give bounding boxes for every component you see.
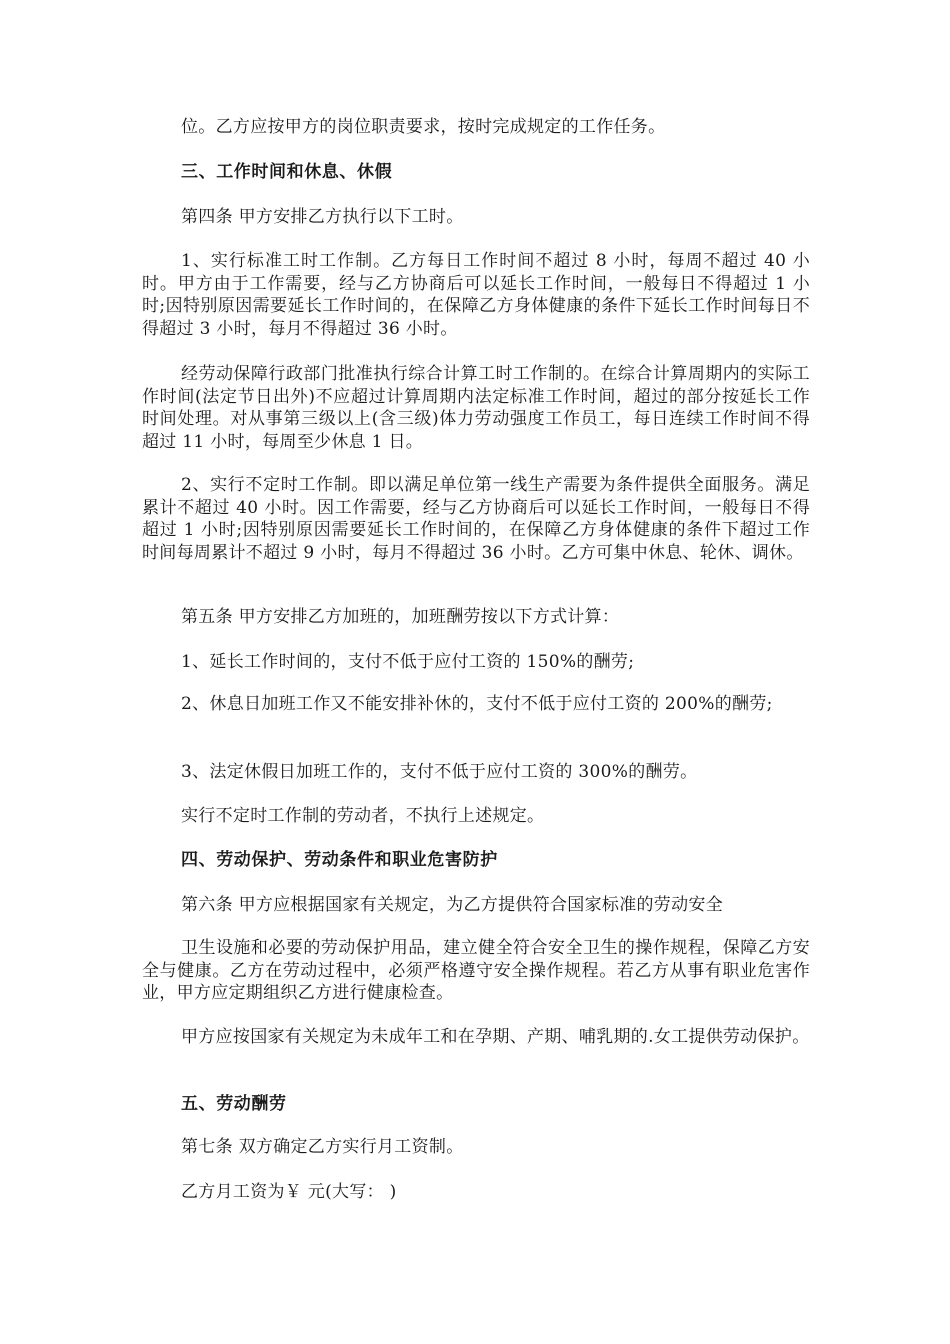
- paragraph-exemption: 实行不定时工作制的劳动者，不执行上述规定。: [181, 806, 545, 826]
- section-heading-labor-protection: 四、劳动保护、劳动条件和职业危害防护: [181, 850, 498, 870]
- paragraph-comprehensive-hours: 经劳动保障行政部门批准执行综合计算工时工作制的。在综合计算周期内的实际工作时间(法定节日出外)不应超过计算周期内法定标准工作时间，超过的部分按延长工作时间处理。对从事第三级以上(含三级)体力劳动强度工作员工，每日连续工作时间不得超过 11 小时，每周至少休息 1 日。: [142, 364, 810, 452]
- overtime-item-1: 1、延长工作时间的，支付不低于应付工资的 150%的酬劳;: [181, 652, 635, 672]
- overtime-item-2: 2、休息日加班工作又不能安排补休的，支付不低于应付工资的 200%的酬劳;: [181, 694, 773, 714]
- article-5-title: 第五条 甲方安排乙方加班的，加班酬劳按以下方式计算：: [181, 607, 620, 627]
- paragraph-standard-hours: 1、实行标准工时工作制。乙方每日工作时间不超过 8 小时，每周不超过 40 小时。甲方由于工作需要，经与乙方协商后可以延长工作时间，一般每日不得超过 1 小时;因特别原因需要延长工作时间的，在保障乙方身体健康的条件下延长工作时间每日不得超过 3 小时，每月不得超过 36 小时。: [142, 251, 810, 339]
- article-4-title: 第四条 甲方安排乙方执行以下工时。: [181, 207, 464, 227]
- section-heading-remuneration: 五、劳动酬劳: [181, 1094, 287, 1114]
- overtime-item-3: 3、法定休假日加班工作的，支付不低于应付工资的 300%的酬劳。: [181, 762, 698, 782]
- paragraph-monthly-salary: 乙方月工资为￥ 元(大写： ): [181, 1182, 397, 1202]
- article-6-title: 第六条 甲方应根据国家有关规定，为乙方提供符合国家标准的劳动安全: [181, 895, 724, 915]
- article-7-title: 第七条 双方确定乙方实行月工资制。: [181, 1137, 464, 1157]
- paragraph-safety-facilities: 卫生设施和必要的劳动保护用品，建立健全符合安全卫生的操作规程，保障乙方安全与健康。乙方在劳动过程中，必须严格遵守安全操作规程。若乙方从事有职业危害作业，甲方应定期组织乙方进行健康检查。: [142, 938, 810, 1003]
- paragraph-female-worker-protection: 甲方应按国家有关规定为未成年工和在孕期、产期、哺乳期的.女工提供劳动保护。: [181, 1027, 810, 1047]
- paragraph-duty-continuation: 位。乙方应按甲方的岗位职责要求，按时完成规定的工作任务。: [181, 117, 666, 137]
- paragraph-flexible-hours: 2、实行不定时工作制。即以满足单位第一线生产需要为条件提供全面服务。满足累计不超过 40 小时。因工作需要，经与乙方协商后可以延长工作时间，一般每日不得超过 1 小时;因特别原因需要延长工作时间的，在保障乙方身体健康的条件下超过工作时间每周累计不超过 9 小时，每月不得超过 36 小时。乙方可集中休息、轮休、调休。: [142, 475, 810, 563]
- section-heading-work-hours: 三、工作时间和休息、休假: [181, 162, 393, 182]
